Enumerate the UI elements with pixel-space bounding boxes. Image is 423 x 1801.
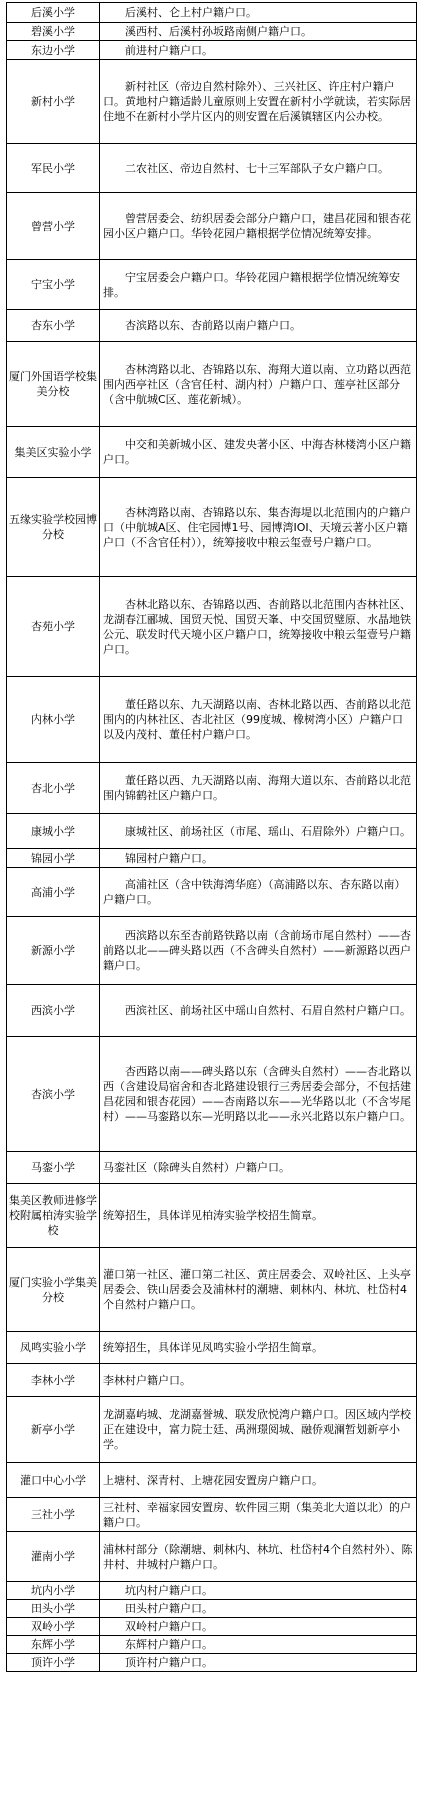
school-name-cell: 马銮小学 [7, 1152, 100, 1184]
table-row [7, 1397, 417, 1463]
table-row [7, 23, 417, 41]
table-row [7, 1364, 417, 1397]
enrollment-area-cell: 浦林村部分（除潮塘、刺林内、林坑、杜岱村4个自然村外）、陈井村、井城村户籍户口。 [100, 1532, 417, 1582]
table-row [7, 342, 417, 427]
enrollment-area-cell: 中交和美新城小区、建发央著小区、中海杏林楼湾小区户籍户口。 [100, 427, 417, 478]
school-name-cell: 杏北小学 [7, 763, 100, 814]
school-name-cell: 坑内小学 [7, 1582, 100, 1600]
school-name-cell: 军民小学 [7, 144, 100, 193]
school-name-cell: 新源小学 [7, 917, 100, 985]
enrollment-area-cell: 杏西路以南——碑头路以东（含碑头自然村）——杏北路以西（含建设局宿舍和杏北路建设银行三秀居委会部分，不包括建昌花园和银杏花园）——杏南路以东——光华路以北（不含岑尾村）——马銮路以东—光明路以北——永兴北路以东户籍户口。 [100, 1037, 417, 1152]
enrollment-area-cell: 东辉村户籍户口。 [100, 1636, 417, 1654]
enrollment-area-cell: 锦园村户籍户口。 [100, 849, 417, 868]
table-row [7, 1463, 417, 1498]
table-row [7, 917, 417, 985]
enrollment-area-cell: 杏林湾路以南、杏锦路以东、集杏海堤以北范围内的户籍户口（中航城A区、住宅园博1号、园博湾IOI、天境云著小区户籍户口（不含官任村）），统筹接收中粮云玺壹号户籍户口。 [100, 478, 417, 577]
school-name-cell: 内林小学 [7, 677, 100, 763]
enrollment-area-cell: 杏林湾路以北、杏锦路以东、海翔大道以南、立功路以西范围内西亭社区（含官任村、湖内村）户籍户口、莲亭社区部分（含中航城C区、莲花新城）。 [100, 342, 417, 427]
school-name-cell: 田头小学 [7, 1600, 100, 1618]
school-name-cell: 凤鸣实验小学 [7, 1332, 100, 1364]
school-name-cell: 双岭小学 [7, 1618, 100, 1636]
enrollment-area-cell: 灌口第一社区、灌口第二社区、黄庄居委会、双岭社区、上头亭居委会、铁山居委会及浦林村的潮塘、刺林内、林坑、杜岱村4个自然村户籍户口。 [100, 1248, 417, 1332]
table-row [7, 1600, 417, 1618]
school-name-cell: 五缘实验学校园博分校 [7, 478, 100, 577]
school-name-cell: 厦门外国语学校集美分校 [7, 342, 100, 427]
school-name-cell: 高浦小学 [7, 868, 100, 917]
table-row [7, 1037, 417, 1152]
school-name-cell: 李林小学 [7, 1364, 100, 1397]
enrollment-area-cell: 高浦社区（含中铁海湾华庭）（高浦路以东、杏东路以南）户籍户口。 [100, 868, 417, 917]
school-name-cell: 三社小学 [7, 1498, 100, 1532]
enrollment-area-cell: 李林村户籍户口。 [100, 1364, 417, 1397]
table-row [7, 985, 417, 1037]
table-row [7, 1184, 417, 1248]
table-row [7, 763, 417, 814]
enrollment-area-cell: 康城社区、前场社区（市尾、瑶山、石眉除外）户籍户口。 [100, 814, 417, 849]
enrollment-area-cell: 二农社区、帝边自然村、七十三军部队子女户籍户口。 [100, 144, 417, 193]
enrollment-area-cell: 田头村户籍户口。 [100, 1600, 417, 1618]
school-name-cell: 灌口中心小学 [7, 1463, 100, 1498]
enrollment-area-cell: 上塘村、深青村、上塘花园安置房户籍户口。 [100, 1463, 417, 1498]
table-row [7, 577, 417, 677]
table-row [7, 814, 417, 849]
enrollment-area-cell: 坑内村户籍户口。 [100, 1582, 417, 1600]
school-name-cell: 杏东小学 [7, 310, 100, 342]
enrollment-area-cell: 溪西村、后溪村孙坂路南侧户籍户口。 [100, 23, 417, 41]
enrollment-area-cell: 宁宝居委会户籍户口。华铃花园户籍根据学位情况统筹安排。 [100, 260, 417, 310]
table-row [7, 310, 417, 342]
school-name-cell: 灌南小学 [7, 1532, 100, 1582]
table-row [7, 1582, 417, 1600]
school-name-cell: 厦门实验小学集美分校 [7, 1248, 100, 1332]
school-name-cell: 锦园小学 [7, 849, 100, 868]
table-row [7, 1618, 417, 1636]
enrollment-area-cell: 西滨社区、前场社区中瑶山自然村、石眉自然村户籍户口。 [100, 985, 417, 1037]
table-row [7, 849, 417, 868]
table-row [7, 1654, 417, 1672]
school-name-cell: 杏苑小学 [7, 577, 100, 677]
table-row [7, 144, 417, 193]
table-row [7, 478, 417, 577]
school-name-cell: 康城小学 [7, 814, 100, 849]
table-row [7, 3, 417, 23]
school-name-cell: 杏滨小学 [7, 1037, 100, 1152]
enrollment-area-cell: 西滨路以东至杏前路铁路以南（含前场市尾自然村）——杏前路以北——碑头路以西（不含碑头自然村）——新源路以西户籍户口。 [100, 917, 417, 985]
school-name-cell: 宁宝小学 [7, 260, 100, 310]
enrollment-area-cell: 曾营居委会、纺织居委会部分户籍户口，建昌花园和银杏花园小区户籍户口。华铃花园户籍根据学位情况统筹安排。 [100, 193, 417, 260]
school-name-cell: 碧溪小学 [7, 23, 100, 41]
table-row [7, 868, 417, 917]
enrollment-area-cell: 后溪村、仑上村户籍户口。 [100, 3, 417, 23]
table-row [7, 1248, 417, 1332]
table-row [7, 1636, 417, 1654]
table-row [7, 193, 417, 260]
school-name-cell: 集美区实验小学 [7, 427, 100, 478]
school-name-cell: 曾营小学 [7, 193, 100, 260]
table-row [7, 1332, 417, 1364]
school-name-cell: 新亭小学 [7, 1397, 100, 1463]
table-row [7, 1152, 417, 1184]
school-name-cell: 新村小学 [7, 60, 100, 144]
enrollment-area-cell: 龙湖嘉屿城、龙湖嘉誉城、联发欣悦湾户籍户口。因区域内学校正在建设中，富力院士廷、禹洲璟阅城、融侨观澜暂划新亭小学。 [100, 1397, 417, 1463]
enrollment-area-cell: 顶许村户籍户口。 [100, 1654, 417, 1672]
enrollment-area-cell: 董任路以东、九天湖路以南、杏林北路以西、杏前路以北范围内的内林社区、杏北社区（99度城、橡树湾小区）户籍户口以及内茂村、董任村户籍户口。 [100, 677, 417, 763]
school-name-cell: 顶许小学 [7, 1654, 100, 1672]
enrollment-area-cell: 双岭村户籍户口。 [100, 1618, 417, 1636]
school-name-cell: 西滨小学 [7, 985, 100, 1037]
table-row [7, 260, 417, 310]
school-name-cell: 后溪小学 [7, 3, 100, 23]
enrollment-area-cell: 新村社区（帝边自然村除外）、三兴社区、许庄村户籍户口。黄地村户籍适龄儿童原则上安置在新村小学就读，若实际居住地不在新村小学片区内的则安置在后溪镇辖区内公办校。 [100, 60, 417, 144]
enrollment-area-cell: 马銮社区（除碑头自然村）户籍户口。 [100, 1152, 417, 1184]
enrollment-area-cell: 杏林北路以东、杏锦路以西、杏前路以北范围内杏林社区、龙湖春江郦城、国贸天悦、国贸天峯、中交国贸璧原、水晶地铁公元、联发时代天境小区户籍户口，统筹接收中粮云玺壹号户籍户口。 [100, 577, 417, 677]
table-row [7, 427, 417, 478]
enrollment-area-cell: 统筹招生，具体详见柏涛实验学校招生简章。 [100, 1184, 417, 1248]
table-row [7, 1532, 417, 1582]
enrollment-area-cell: 前进村户籍户口。 [100, 41, 417, 60]
table-body [7, 3, 417, 1672]
school-district-table [6, 2, 417, 1672]
enrollment-area-cell: 董任路以西、九天湖路以南、海翔大道以东、杏前路以北范围内锦鹤社区户籍户口。 [100, 763, 417, 814]
table-row [7, 677, 417, 763]
table-row [7, 1498, 417, 1532]
school-name-cell: 集美区教师进修学校附属柏涛实验学校 [7, 1184, 100, 1248]
table-row [7, 41, 417, 60]
enrollment-area-cell: 杏滨路以东、杏前路以南户籍户口。 [100, 310, 417, 342]
table-row [7, 60, 417, 144]
enrollment-area-cell: 统筹招生，具体详见凤鸣实验小学招生简章。 [100, 1332, 417, 1364]
school-name-cell: 东边小学 [7, 41, 100, 60]
school-name-cell: 东辉小学 [7, 1636, 100, 1654]
enrollment-area-cell: 三社村、幸福家园安置房、软件园三期（集美北大道以北）的户籍户口。 [100, 1498, 417, 1532]
